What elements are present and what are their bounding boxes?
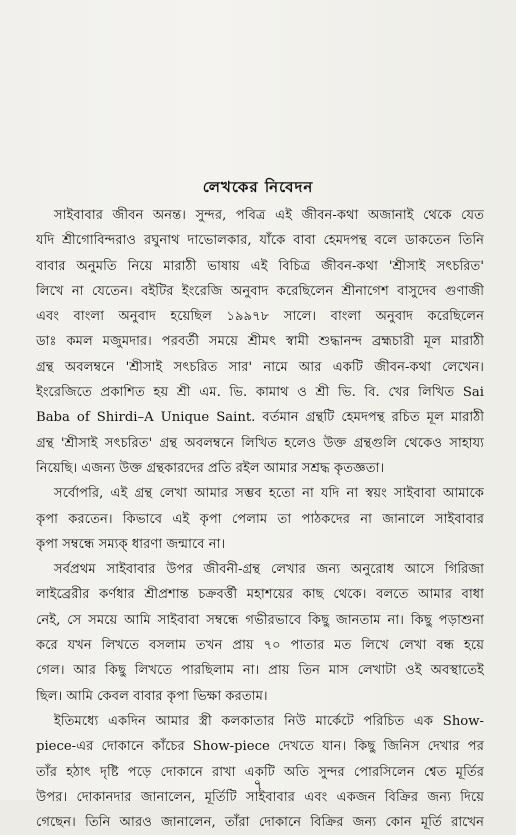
text-line: সর্বপ্রথম সাইবাবার উপর জীবনী-গ্রন্থ লেখার জন্য অনুরোধ আসে গিরিজা bbox=[54, 562, 484, 578]
text-line: ইংরেজিতে প্রকাশিত হয় শ্রী এম. ভি. কামাথ ও শ্রী ভি. বি. খের লিখিত Sai bbox=[36, 385, 484, 401]
text-line: গেল। আর কিছু লিখতে পারছিলাম না। প্রায় তিন মাস লেখাটা ওই অবস্থাতেই bbox=[36, 663, 484, 679]
text-line: কৃপা করতেন। কিভাবে এই কৃপা পেলাম তা পাঠকদের না জানালে সাইবাবার bbox=[36, 511, 484, 527]
body-text bbox=[36, 203, 484, 835]
text-line: ছিল। আমি কেবল বাবার কৃপা ভিক্ষা করতাম। bbox=[36, 688, 268, 704]
text-line: গ্রন্থ অবলম্বনে 'শ্রীসাই সৎচরিত সার' নামে আর একটি জীবন-কথা লেখেন। bbox=[36, 359, 484, 375]
text-line: ইতিমধ্যে একদিন আমার স্ত্রী কলকাতার নিউ মার্কেটে পরিচিত এক Show- bbox=[54, 713, 484, 729]
paragraph-3 bbox=[36, 557, 484, 709]
text-line: ডাঃ কমল মজুমদার। পরবর্তী সময়ে শ্রীমৎ স্বামী শুদ্ধানন্দ ব্রহ্মচারী মূল মারাঠী bbox=[36, 334, 484, 350]
text-line: গেছেন। তিনি আরও জানালেন, তাঁরা দোকানে বিক্রির জন্য কোন মূর্তি রাখেন bbox=[36, 815, 484, 831]
text-line: Baba of Shirdi–A Unique Saint. বর্তমান গ্রন্থটি হেমদপন্থ রচিত মূল মারাঠী bbox=[36, 410, 484, 426]
text-line: এবং বাংলা অনুবাদ হয়েছিল ১৯৯৭৮ সালে। বাংলা অনুবাদ করেছিলেন bbox=[36, 309, 484, 325]
paragraph-4 bbox=[36, 709, 484, 835]
page-number: ৭ bbox=[253, 777, 263, 793]
text-line: সাইবাবার জীবন অনন্ত। সুন্দর, পবিত্র এই জীবন-কথা অজানাই থেকে যেত bbox=[54, 208, 484, 223]
text-line: গ্রন্থ 'শ্রীসাই সৎচরিত' গ্রন্থ অবলম্বনে লিখিত হলেও উক্ত গ্রন্থগুলি থেকেও সাহায্য bbox=[36, 435, 484, 451]
page-title: লেখকের নিবেদন bbox=[202, 178, 314, 196]
text-line: নিয়েছি। এজন্য উক্ত গ্রন্থকারদের প্রতি রইল আমার সশ্রদ্ধ কৃতজ্ঞতা। bbox=[36, 460, 385, 476]
text-line: লিখে না যেতেন। বইটির ইংরেজি অনুবাদ করেছিলেন শ্রীনাগেশ বাসুদেব গুণাজী bbox=[36, 283, 484, 299]
text-line: বাবার অনুমতি নিয়ে মারাঠী ভাষায় এই বিচিত্র জীবন-কথা 'শ্রীসাই সৎচরিত' bbox=[36, 258, 484, 274]
text-line: যদি শ্রীগোবিন্দরাও রঘুনাথ দাভোলকার, যাঁকে বাবা হেমদপন্থ বলে ডাকতেন তিনি bbox=[36, 233, 484, 249]
text-line: উপর। দোকানদার জানালেন, মূর্তিটি সাইবাবার এবং একজন বিক্রির জন্য দিয়ে bbox=[36, 789, 484, 805]
text-line: কৃপা সম্বন্ধে সম্যক্ ধারণা জন্মাবে না। bbox=[36, 536, 226, 552]
text-line: করে যখন লিখতে বসলাম তখন প্রায় ৭০ পাতার মত লিখে লেখা বন্ধ হয়ে bbox=[36, 638, 484, 654]
text-line: piece-এর দোকানে কাঁচের Show-piece দেখতে যান। কিছু জিনিস দেখার পর bbox=[36, 739, 484, 755]
paragraph-1 bbox=[36, 203, 484, 481]
text-line: নেই, সে সময়ে আমি সাইবাবা সম্বন্ধে গভীরভাবে কিছু জানতাম না। কিছু পড়াশুনা bbox=[36, 612, 484, 628]
text-line: তাঁর হঠাৎ দৃষ্টি পড়ে দোকানে রাখা একটি অতি সুন্দর পোরসিলেন শ্বেত মূর্তির bbox=[36, 764, 484, 780]
paragraph-2 bbox=[36, 481, 484, 557]
text-line: লাইব্রেরীর কর্ণধার শ্রীপ্রশান্ত চক্রবর্ত্তী মহাশয়ের কাছ থেকে। বলতে আমার বাধা bbox=[36, 587, 484, 603]
text-line: সর্বোপরি, এই গ্রন্থ লেখা আমার সম্ভব হতো না যদি না স্বয়ং সাইবাবা আমাকে bbox=[54, 486, 484, 502]
